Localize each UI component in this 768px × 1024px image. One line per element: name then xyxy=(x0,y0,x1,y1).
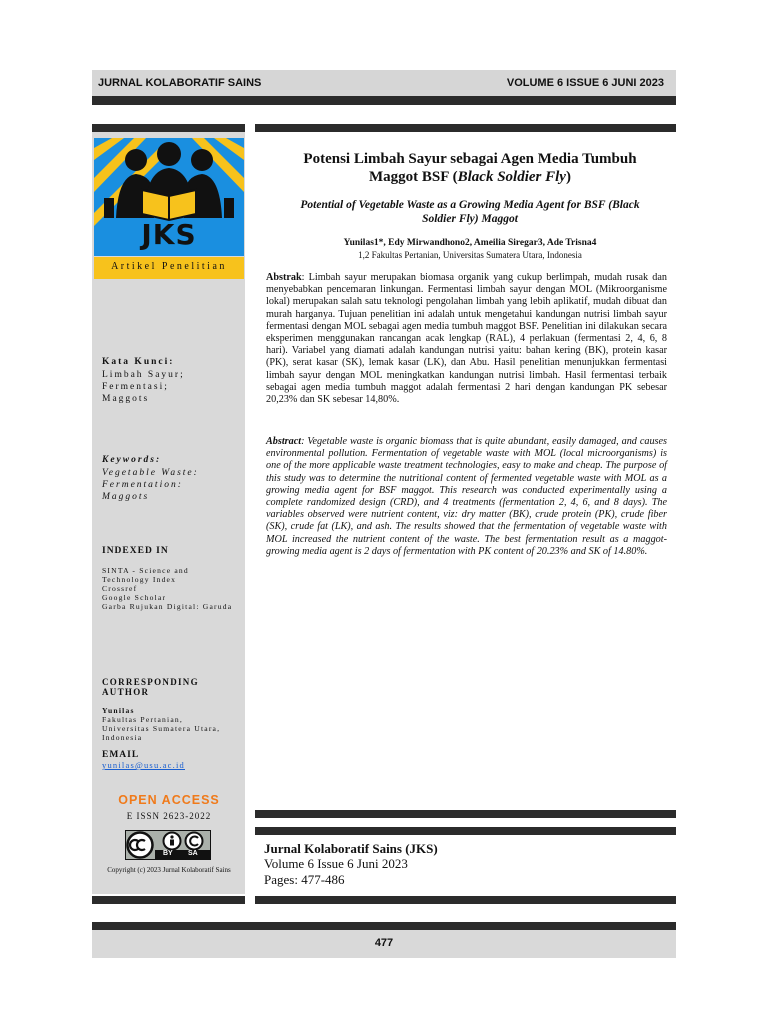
header-volume: VOLUME 6 ISSUE 6 JUNI 2023 xyxy=(506,77,664,89)
corresponding-affil: Fakultas Pertanian, xyxy=(102,715,184,724)
article-type-label: Artikel Penelitian xyxy=(111,261,227,272)
logo-text: JKS xyxy=(141,218,197,251)
copyright-notice: Copyright (c) 2023 Jurnal Kolaboratif Sains xyxy=(107,866,231,874)
cc-by-label: BY xyxy=(163,850,173,857)
kata-kunci-item: Limbah Sayur; xyxy=(102,370,185,380)
cc-license-badge[interactable] xyxy=(125,830,211,860)
footer-bar xyxy=(92,922,676,930)
main-mid-bar xyxy=(255,810,676,818)
sidebar-bottom-bar xyxy=(92,896,245,904)
authors: Yunilas1*, Edy Mirwandhono2, Ameilia Siregar3, Ade Trisna4 xyxy=(343,238,597,248)
header-journal-name: JURNAL KOLABORATIF SAINS xyxy=(98,77,262,89)
corresponding-label: CORRESPONDING xyxy=(102,677,199,687)
article-title xyxy=(270,150,670,186)
corresponding-affil: Universitas Sumatera Utara, xyxy=(102,724,221,733)
abstract-english xyxy=(266,436,667,558)
title-line-2-italic: Black Soldier Fly xyxy=(457,169,566,185)
kata-kunci-label: Kata Kunci: xyxy=(102,357,175,367)
info-pages: Pages: 477-486 xyxy=(264,872,345,887)
header-bar xyxy=(92,96,676,105)
sidebar-top-bar xyxy=(92,124,245,132)
main-top-bar xyxy=(255,124,676,132)
abstract-text: : Limbah sayur merupakan biomasa organik yang cukup berlimpah, mudah rusak dan menyebabkan pencemaran linkungan. Fermentasi limbah sayur dengan MOL (Mikroorganisme lokal) merupakan salah satu teknologi pengolahan limbah yang lebih aplikatif, mudah dibuat dan murah harganya. Tujuan penelitian ini adalah untuk mengetahui kandungan nutrisi limbah sayur fermentasi dengan MOL sebagai agen media tumbuh maggot BSF. Penelitian ini dilakukan secara eksperimen menggunakan rancangan acak lengkap (RAL), 4 perlakuan (fermentasi 2, 4, 6, 8 hari). Variabel yang diamati adalah kandungan nutrisi yaitu: bahan kering (BK), protein kasar (PK), serat kasar (SK), lemak kasar (LK), dan Abu. Hasil penelitian menunjukkan fermentasi limbah sayur dengan MOL meningkatkan kandungan nutrisi limbah. Hasil fermentasi terbaik sebagai agen media tumbuh maggot adalah fermentasi 2 hari dengan kandungan PK sebesar 20,23% dan SK sebesar 14,80%. xyxy=(266,272,667,406)
indexed-item: Google Scholar xyxy=(102,593,167,602)
eissn: E ISSN 2623-2022 xyxy=(126,811,212,821)
indexed-item: Garba Rujukan Digital: Garuda xyxy=(102,602,233,611)
keyword-item: Maggots xyxy=(102,492,150,502)
kata-kunci-item: Maggots xyxy=(102,394,150,404)
email-link[interactable]: yunilas@usu.ac.id xyxy=(102,760,185,770)
info-volume: Volume 6 Issue 6 Juni 2023 xyxy=(264,856,408,871)
cc-sa-label: SA xyxy=(188,850,198,857)
title-en-line-2: Soldier Fly) Maggot xyxy=(422,213,518,225)
keyword-item: Vegetable Waste: xyxy=(102,468,199,478)
affiliation: 1,2 Fakultas Pertanian, Universitas Sumatera Utara, Indonesia xyxy=(358,250,582,260)
indexed-item: Technology Index xyxy=(102,575,177,584)
article-title-english xyxy=(270,198,670,226)
abstract-indonesian xyxy=(266,272,667,406)
title-en-line-1: Potential of Vegetable Waste as a Growing Media Agent for BSF (Black xyxy=(300,199,640,211)
indexed-in-label: INDEXED IN xyxy=(102,546,169,556)
title-line-2-suffix: ) xyxy=(565,169,571,185)
kata-kunci-item: Fermentasi; xyxy=(102,382,169,392)
abstract-en-label: Abstract xyxy=(266,436,302,447)
indexed-item: Crossref xyxy=(102,584,138,593)
keywords-label: Keywords: xyxy=(102,455,162,465)
abstract-label: Abstrak xyxy=(266,272,302,283)
email-label: EMAIL xyxy=(102,750,140,760)
corresponding-name: Yunilas xyxy=(102,706,135,715)
corresponding-affil: Indonesia xyxy=(102,733,143,742)
journal-logo xyxy=(94,138,244,256)
open-access-label: OPEN ACCESS xyxy=(118,793,220,807)
info-journal-name: Jurnal Kolaboratif Sains (JKS) xyxy=(264,841,438,856)
corresponding-label-2: AUTHOR xyxy=(102,687,150,697)
indexed-item: SINTA - Science and xyxy=(102,566,189,575)
title-line-2-prefix: Maggot BSF ( xyxy=(369,169,458,185)
main-bottom-bar xyxy=(255,896,676,904)
abstract-en-text: : Vegetable waste is organic biomass that is quite abundant, easily damaged, and causes environmental pollution. Fermentation of vegetable waste with MOL (local microorganisms) is one of the more applicable waste treatment technologies, easy to make and cheap. The purpose of this study was to determine the nutritional content of fermented vegetable waste with MOL as a growing media agent for BSF maggot. This research was conducted experimentally using a complete randomized design (CRD), and 4 treatments (fermentation 2, 4, 6, and 8 days). The variables observed were nutrient content, viz: dry matter (BK), crude protein (PK), crude fiber (SK), crude fat (LK), and ash. The results showed that the fermentation of vegetable waste with MOL increased the nutrient content of the waste. The best fermentation result as a maggot-growing media agent is 2 days of fermentation with PK content of 20.23% and SK of 14.80%. xyxy=(266,436,667,557)
page-number: 477 xyxy=(374,937,394,949)
email-row xyxy=(102,761,185,770)
info-band xyxy=(255,827,676,835)
keyword-item: Fermentation: xyxy=(102,480,183,490)
title-line-1: Potensi Limbah Sayur sebagai Agen Media Tumbuh xyxy=(303,151,637,167)
